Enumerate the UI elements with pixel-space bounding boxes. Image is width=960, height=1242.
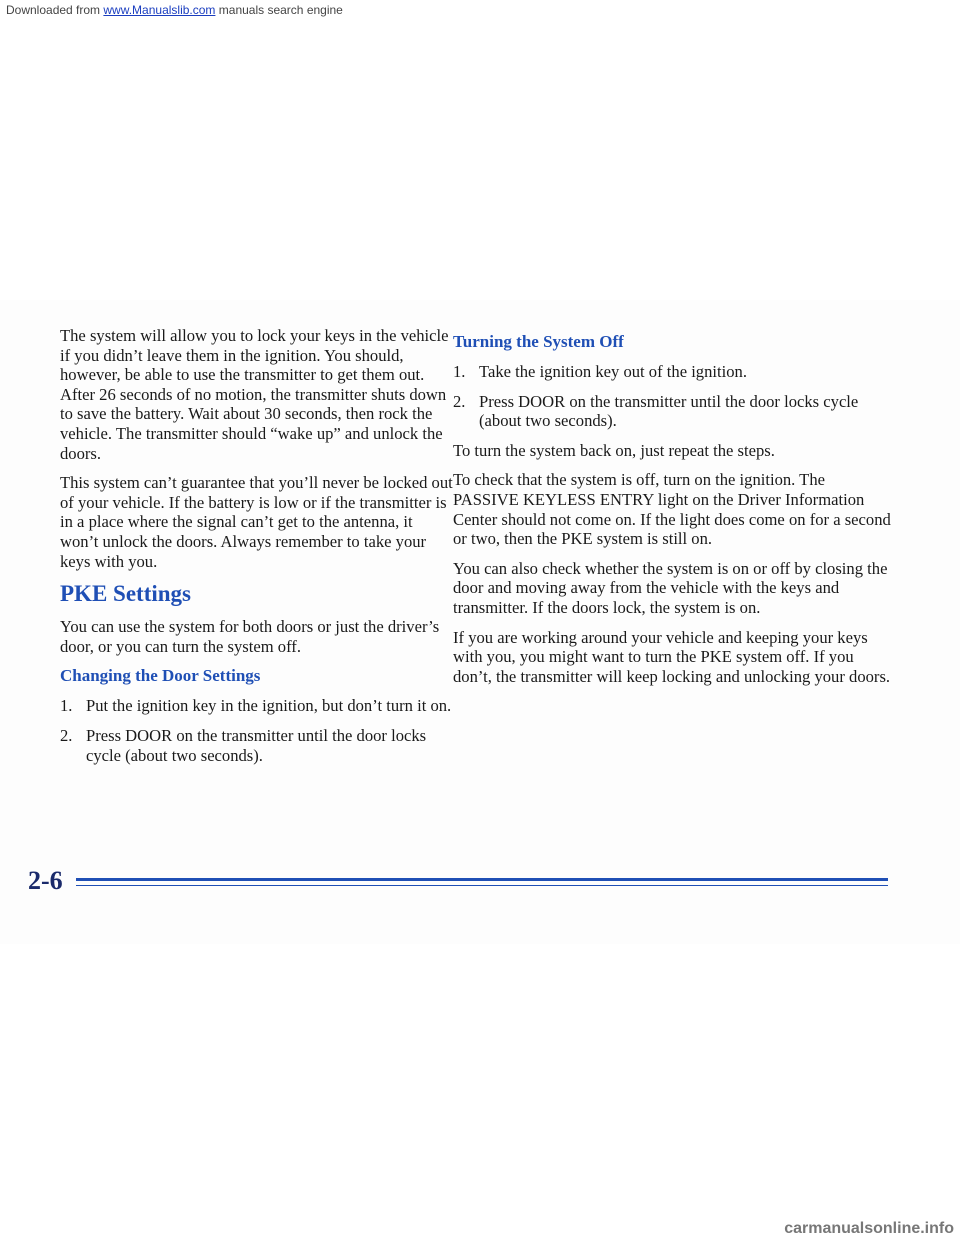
page-number: 2-6 xyxy=(28,866,63,895)
check-off-paragraph: To check that the system is off, turn on the ignition. The PASSIVE KEYLESS ENTRY light on the Driver Information Center should not come on. If the light does come on for a second or two, then the PKE system is still on. xyxy=(453,470,891,549)
no-guarantee-paragraph: This system can’t guarantee that you’ll never be locked out of your vehicle. If the battery is low or if the transmitter is in a place where the signal can’t get to the antenna, it won’t unlock the doors. Always remember to take your keys with you. xyxy=(60,473,453,571)
download-prefix: Downloaded from xyxy=(6,3,104,17)
list-item xyxy=(453,362,893,382)
page-footer xyxy=(28,866,888,896)
download-note xyxy=(6,3,343,17)
step-text: Press DOOR on the transmitter until the door locks cycle (about two seconds). xyxy=(86,725,427,765)
download-banner-bottom xyxy=(0,1220,960,1242)
working-around-vehicle-paragraph: If you are working around your vehicle and keeping your keys with you, you might want to turn the PKE system off. If you don’t, the transmitter will keep locking and unlocking your doors. xyxy=(453,627,891,686)
check-on-off-paragraph: You can also check whether the system is on or off by closing the door and moving away from the vehicle with the keys and transmitter. If the doors lock, the system is on. xyxy=(453,558,888,617)
right-column xyxy=(453,326,893,696)
list-item xyxy=(453,392,893,431)
left-column xyxy=(60,326,455,775)
step-number: 1. xyxy=(60,696,73,716)
turning-off-steps-list xyxy=(453,362,893,431)
footer-rule-thin xyxy=(76,885,888,886)
settings-intro-paragraph: You can use the system for both doors or just the driver’s door, or you can turn the system off. xyxy=(60,617,440,656)
pke-settings-heading: PKE Settings xyxy=(60,581,191,607)
turning-system-off-heading: Turning the System Off xyxy=(453,332,624,351)
step-number: 2. xyxy=(453,391,466,411)
watermark-logo: carmanualsonline.info xyxy=(784,1220,954,1237)
footer-rule-thick xyxy=(76,878,888,881)
list-item xyxy=(60,696,455,716)
step-text: Take the ignition key out of the ignition. xyxy=(479,362,747,381)
changing-door-settings-heading: Changing the Door Settings xyxy=(60,666,261,686)
download-suffix: manuals search engine xyxy=(215,3,343,17)
step-number: 1. xyxy=(453,362,466,381)
turn-back-on-paragraph: To turn the system back on, just repeat the steps. xyxy=(453,440,775,460)
keys-locked-paragraph: The system will allow you to lock your keys in the vehicle if you didn’t leave them in the ignition. You should, however, be able to use the transmitter to get them out. After 26 seconds of no motion, the transmitter shuts down to save the battery. Wait about 30 seconds, then rock the vehicle. The transmitter should “wake up” and unlock the doors. xyxy=(60,326,449,463)
manualslib-link[interactable]: www.Manualslib.com xyxy=(103,3,216,17)
step-text: Put the ignition key in the ignition, but don’t turn it on. xyxy=(86,696,452,716)
step-number: 2. xyxy=(60,725,73,745)
list-item xyxy=(60,726,455,765)
step-text: Press DOOR on the transmitter until the door locks cycle (about two seconds). xyxy=(479,391,859,431)
changing-steps-list xyxy=(60,696,455,765)
download-banner-top xyxy=(0,0,960,22)
